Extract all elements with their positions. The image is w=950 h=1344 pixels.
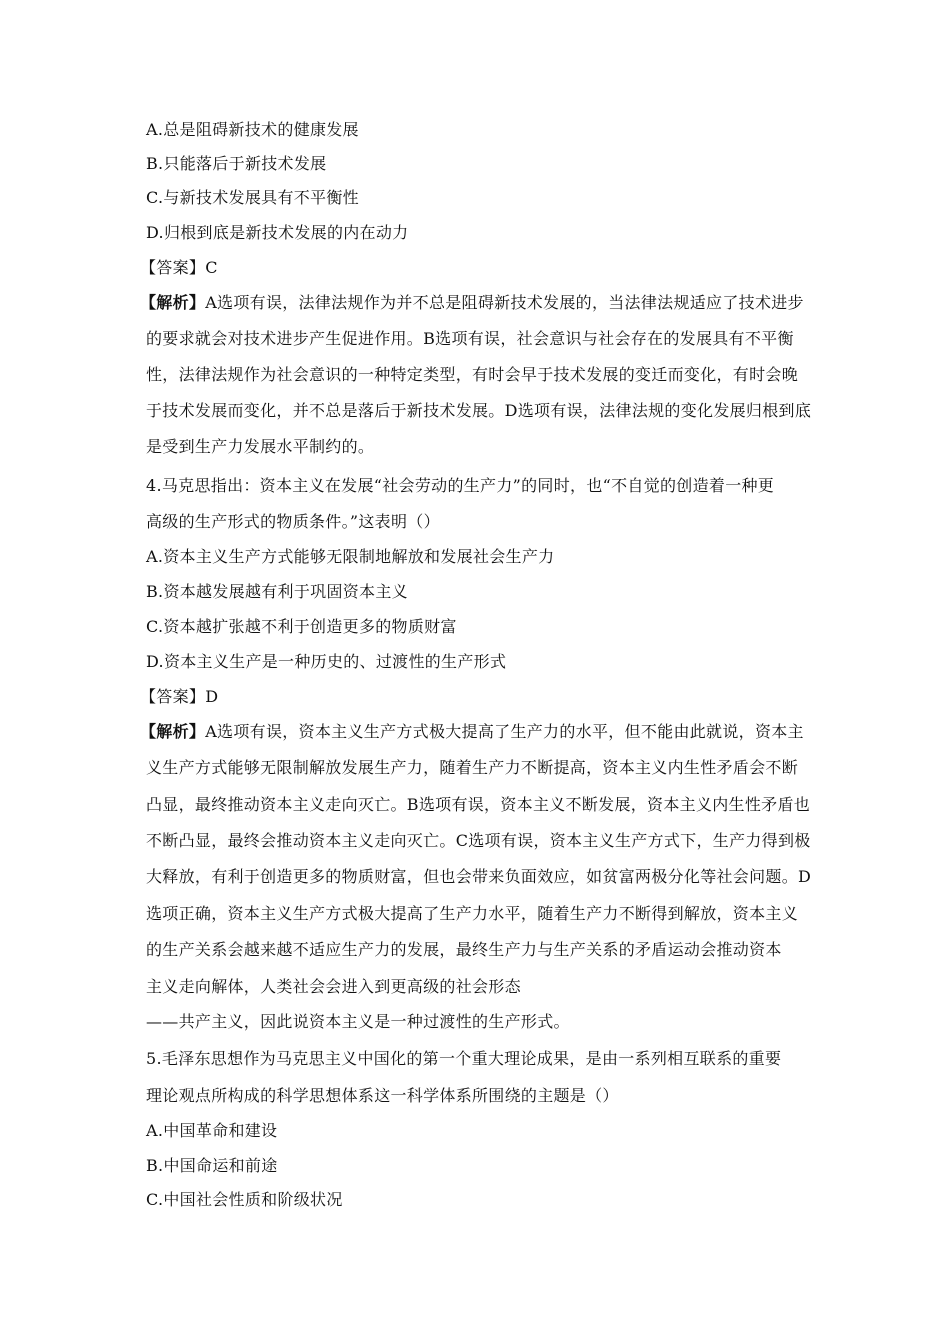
q5-stem-line: 理论观点所构成的科学思想体系这一科学体系所围绕的主题是（）	[146, 1086, 619, 1105]
q5-option-c: C.中国社会性质和阶级状况	[146, 1190, 343, 1209]
q3-answer-label: 【答案】	[140, 258, 206, 277]
q4-option-d: D.资本主义生产是一种历史的、过渡性的生产形式	[146, 652, 507, 671]
q4-analysis-line: 凸显，最终推动资本主义走向灭亡。B选项有误，资本主义不断发展，资本主义内生性矛盾也	[146, 795, 811, 814]
q3-analysis-label: 【解析】	[140, 293, 206, 312]
q3-analysis-line: 性，法律法规作为社会意识的一种特定类型，有时会早于技术发展的变迁而变化，有时会晚	[146, 365, 799, 384]
q4-analysis-line	[140, 722, 805, 742]
q5-option-b: B.中国命运和前途	[146, 1156, 278, 1175]
q4-analysis-line: 义生产方式能够无限制解放发展生产力，随着生产力不断提高，资本主义内生性矛盾会不断	[146, 758, 799, 777]
q3-analysis-line: 是受到生产力发展水平制约的。	[146, 437, 375, 456]
q4-analysis-label: 【解析】	[140, 722, 206, 741]
q4-stem-line: 高级的生产形式的物质条件。”这表明（）	[146, 512, 440, 531]
q4-analysis-line: 主义走向解体，人类社会会进入到更高级的社会形态	[146, 977, 521, 996]
q5-stem-line: 5.毛泽东思想作为马克思主义中国化的第一个重大理论成果，是由一系列相互联系的重要	[146, 1049, 782, 1068]
q4-answer	[140, 687, 805, 707]
q4-option-c: C.资本越扩张越不利于创造更多的物质财富	[146, 617, 457, 636]
q3-option-a: A.总是阻碍新技术的健康发展	[146, 120, 359, 139]
q4-analysis-line: 的生产关系会越来越不适应生产力的发展，最终生产力与生产关系的矛盾运动会推动资本	[146, 940, 782, 959]
q3-answer-value: C	[205, 258, 218, 277]
q4-option-a: A.资本主义生产方式能够无限制地解放和发展社会生产力	[146, 547, 555, 566]
q3-analysis-line: 于技术发展而变化，并不总是落后于新技术发展。D选项有误，法律法规的变化发展归根到底	[146, 401, 812, 420]
q4-analysis-line: ——共产主义，因此说资本主义是一种过渡性的生产形式。	[146, 1012, 570, 1031]
q3-option-d: D.归根到底是新技术发展的内在动力	[146, 223, 409, 242]
q3-analysis-line: 的要求就会对技术进步产生促进作用。B选项有误，社会意识与社会存在的发展具有不平衡	[146, 329, 794, 348]
q4-answer-label: 【答案】	[140, 687, 206, 706]
q3-analysis-text: A选项有误，法律法规作为并不总是阻碍新技术发展的，当法律法规适应了技术进步	[205, 293, 804, 312]
q4-stem-line: 4.马克思指出：资本主义在发展“社会劳动的生产力”的同时，也“不自觉的创造着一种更	[146, 476, 775, 495]
q4-analysis-line: 不断凸显，最终会推动资本主义走向灭亡。C选项有误，资本主义生产方式下，生产力得到极	[146, 831, 811, 850]
q5-option-a: A.中国革命和建设	[146, 1121, 278, 1140]
q4-analysis-line: 大释放，有利于创造更多的物质财富，但也会带来负面效应，如贫富两极分化等社会问题。D	[146, 867, 812, 886]
q4-analysis-text: A选项有误，资本主义生产方式极大提高了生产力的水平，但不能由此就说，资本主	[205, 722, 804, 741]
q3-option-b: B.只能落后于新技术发展	[146, 154, 327, 173]
q4-option-b: B.资本越发展越有利于巩固资本主义	[146, 582, 408, 601]
q4-answer-value: D	[205, 687, 219, 706]
q3-analysis-line	[140, 293, 805, 313]
q4-analysis-line: 选项正确，资本主义生产方式极大提高了生产力水平，随着生产力不断得到解放，资本主义	[146, 904, 799, 923]
q3-answer	[140, 258, 805, 278]
q3-option-c: C.与新技术发展具有不平衡性	[146, 188, 359, 207]
